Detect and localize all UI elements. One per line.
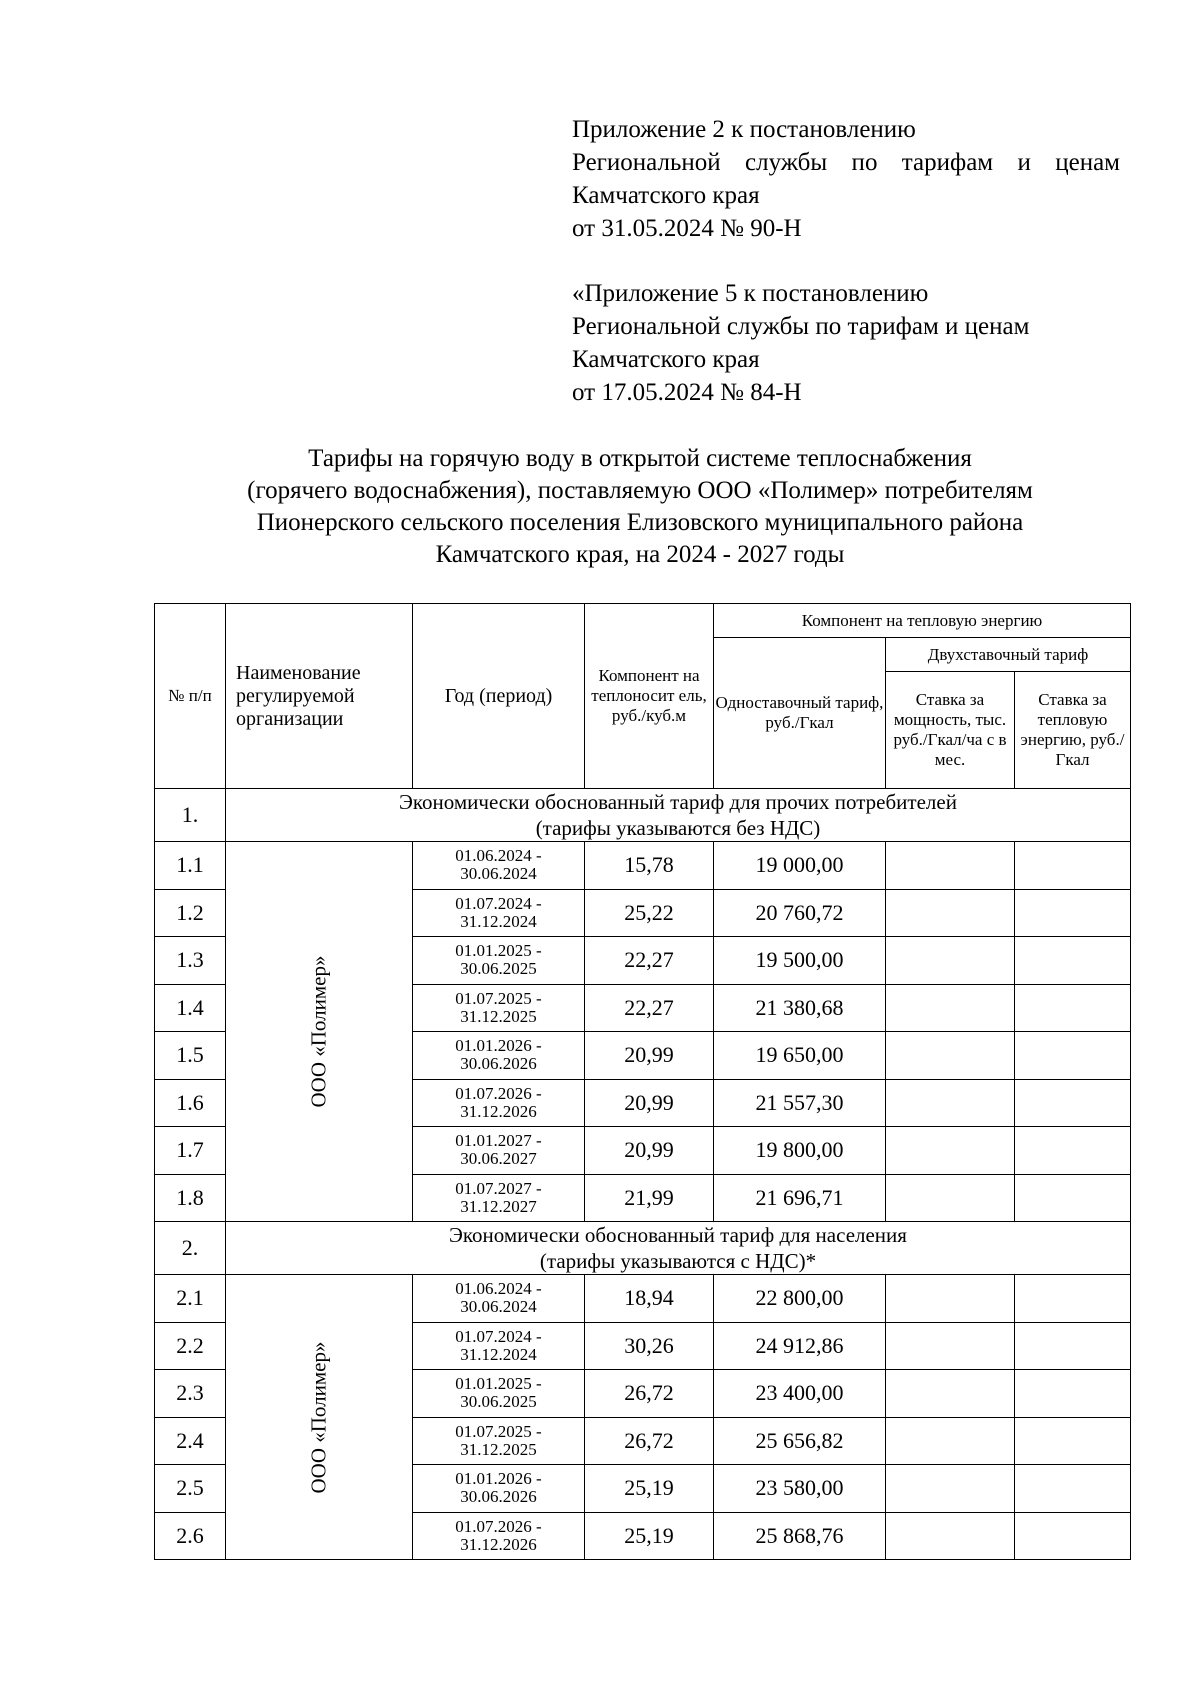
period-start: 01.01.2026 - <box>455 1469 542 1489</box>
row-number: 2.1 <box>155 1275 226 1323</box>
tariff-table <box>154 603 1131 1560</box>
capacity-rate-value <box>886 1465 1015 1513</box>
appendix-quote <box>572 277 1120 409</box>
row-number: 2.3 <box>155 1370 226 1418</box>
section-number: 1. <box>155 789 226 842</box>
period-end: 31.12.2026 <box>460 1534 537 1554</box>
capacity-rate-value <box>886 1127 1015 1175</box>
period-cell <box>413 1032 585 1080</box>
period-cell <box>413 1370 585 1418</box>
energy-rate-value <box>1015 1174 1131 1222</box>
title-line: Пионерского сельского поселения Елизовского муниципального района <box>256 509 1024 536</box>
period-start: 01.07.2024 - <box>455 1326 542 1346</box>
row-number: 1.2 <box>155 889 226 937</box>
capacity-rate-value <box>886 984 1015 1032</box>
table-row <box>155 1275 1131 1323</box>
energy-rate-value <box>1015 1275 1131 1323</box>
period-end: 31.12.2027 <box>460 1196 537 1216</box>
single-rate-value: 19 800,00 <box>714 1127 886 1175</box>
period-end: 31.12.2026 <box>460 1101 537 1121</box>
energy-rate-value <box>1015 937 1131 985</box>
capacity-rate-value <box>886 889 1015 937</box>
header-org: Наименование регулируемой организации <box>226 604 413 789</box>
period-cell <box>413 1417 585 1465</box>
carrier-value: 25,19 <box>585 1512 714 1560</box>
single-rate-value: 23 400,00 <box>714 1370 886 1418</box>
single-rate-value: 21 380,68 <box>714 984 886 1032</box>
period-cell <box>413 1174 585 1222</box>
period-end: 31.12.2024 <box>460 911 537 931</box>
appendix-line: Приложение 2 к постановлению <box>572 116 916 143</box>
period-cell <box>413 1465 585 1513</box>
carrier-value: 18,94 <box>585 1275 714 1323</box>
capacity-rate-value <box>886 1174 1015 1222</box>
period-end: 30.06.2025 <box>460 1392 537 1412</box>
appendix-line: от 31.05.2024 № 90-Н <box>572 215 802 242</box>
period-cell <box>413 1127 585 1175</box>
table-body <box>155 789 1131 1560</box>
period-start: 01.07.2025 - <box>455 988 542 1008</box>
table-row <box>155 842 1131 890</box>
org-name-cell <box>226 842 413 1222</box>
row-number: 1.7 <box>155 1127 226 1175</box>
capacity-rate-value <box>886 1322 1015 1370</box>
appendix-line: «Приложение 5 к постановлению <box>572 280 929 307</box>
energy-rate-value <box>1015 984 1131 1032</box>
row-number: 2.5 <box>155 1465 226 1513</box>
org-name: ООО «Полимер» <box>306 955 331 1108</box>
header-num: № п/п <box>155 604 226 789</box>
period-start: 01.06.2024 - <box>455 1279 542 1299</box>
period-end: 30.06.2024 <box>460 1297 537 1317</box>
section-title-line: (тарифы указываются с НДС)* <box>539 1249 817 1273</box>
period-start: 01.07.2025 - <box>455 1421 542 1441</box>
carrier-value: 20,99 <box>585 1032 714 1080</box>
energy-rate-value <box>1015 1079 1131 1127</box>
energy-rate-value <box>1015 1417 1131 1465</box>
section-row <box>155 1222 1131 1275</box>
single-rate-value: 19 650,00 <box>714 1032 886 1080</box>
capacity-rate-value <box>886 1417 1015 1465</box>
energy-rate-value <box>1015 842 1131 890</box>
header-period: Год (период) <box>413 604 585 789</box>
carrier-value: 22,27 <box>585 984 714 1032</box>
period-cell <box>413 1079 585 1127</box>
section-row <box>155 789 1131 842</box>
capacity-rate-value <box>886 1512 1015 1560</box>
row-number: 1.3 <box>155 937 226 985</box>
row-number: 2.2 <box>155 1322 226 1370</box>
appendix-line: Региональной службы по тарифам и ценам <box>572 313 1030 340</box>
period-start: 01.01.2027 - <box>455 1131 542 1151</box>
appendix-line: Камчатского края <box>572 346 760 373</box>
header-carrier: Компонент на теплоносит ель, руб./куб.м <box>585 604 714 789</box>
carrier-value: 25,19 <box>585 1465 714 1513</box>
org-name-cell <box>226 1275 413 1560</box>
period-cell <box>413 937 585 985</box>
carrier-value: 21,99 <box>585 1174 714 1222</box>
energy-rate-value <box>1015 889 1131 937</box>
energy-rate-value <box>1015 1127 1131 1175</box>
row-number: 2.6 <box>155 1512 226 1560</box>
capacity-rate-value <box>886 1079 1015 1127</box>
appendix-line: Камчатского края <box>572 182 760 209</box>
period-end: 31.12.2024 <box>460 1344 537 1364</box>
period-end: 30.06.2027 <box>460 1149 537 1169</box>
carrier-value: 20,99 <box>585 1079 714 1127</box>
row-number: 1.8 <box>155 1174 226 1222</box>
table-header <box>155 604 1131 789</box>
energy-rate-value <box>1015 1322 1131 1370</box>
row-number: 2.4 <box>155 1417 226 1465</box>
period-start: 01.06.2024 - <box>455 846 542 866</box>
section-title <box>226 1222 1131 1275</box>
period-end: 30.06.2026 <box>460 1054 537 1074</box>
carrier-value: 26,72 <box>585 1370 714 1418</box>
capacity-rate-value <box>886 842 1015 890</box>
single-rate-value: 19 500,00 <box>714 937 886 985</box>
single-rate-value: 21 557,30 <box>714 1079 886 1127</box>
row-number: 1.6 <box>155 1079 226 1127</box>
period-cell <box>413 842 585 890</box>
single-rate-value: 24 912,86 <box>714 1322 886 1370</box>
section-number: 2. <box>155 1222 226 1275</box>
document-title <box>140 443 1140 571</box>
header-energy-rate: Ставка за тепловую энергию, руб./Гкал <box>1015 672 1131 789</box>
energy-rate-value <box>1015 1465 1131 1513</box>
single-rate-value: 20 760,72 <box>714 889 886 937</box>
header-capacity-rate: Ставка за мощность, тыс. руб./Гкал/ча с в мес. <box>886 672 1015 789</box>
title-line: Тарифы на горячую воду в открытой системе теплоснабжения <box>308 445 972 472</box>
row-number: 1.1 <box>155 842 226 890</box>
appendix-line: Региональной службы по тарифам и ценам <box>572 149 1120 176</box>
period-start: 01.07.2026 - <box>455 1516 542 1536</box>
period-cell <box>413 889 585 937</box>
capacity-rate-value <box>886 1370 1015 1418</box>
capacity-rate-value <box>886 1275 1015 1323</box>
carrier-value: 22,27 <box>585 937 714 985</box>
period-start: 01.01.2026 - <box>455 1036 542 1056</box>
appendix-header <box>572 113 1120 245</box>
single-rate-value: 25 656,82 <box>714 1417 886 1465</box>
carrier-value: 20,99 <box>585 1127 714 1175</box>
header-heat-group: Компонент на тепловую энергию <box>714 604 1131 638</box>
carrier-value: 25,22 <box>585 889 714 937</box>
section-title <box>226 789 1131 842</box>
energy-rate-value <box>1015 1032 1131 1080</box>
carrier-value: 15,78 <box>585 842 714 890</box>
period-end: 31.12.2025 <box>460 1006 537 1026</box>
header-two-rate: Двухставочный тариф <box>886 638 1131 672</box>
title-line: (горячего водоснабжения), поставляемую ООО «Полимер» потребителям <box>247 477 1033 504</box>
single-rate-value: 22 800,00 <box>714 1275 886 1323</box>
period-end: 30.06.2025 <box>460 959 537 979</box>
single-rate-value: 21 696,71 <box>714 1174 886 1222</box>
period-start: 01.07.2026 - <box>455 1083 542 1103</box>
energy-rate-value <box>1015 1512 1131 1560</box>
energy-rate-value <box>1015 1370 1131 1418</box>
section-title-line: (тарифы указываются без НДС) <box>535 816 821 840</box>
period-end: 30.06.2024 <box>460 864 537 884</box>
appendix-line: от 17.05.2024 № 84-Н <box>572 379 802 406</box>
section-title-line: Экономически обоснованный тариф для прочих потребителей <box>399 790 957 814</box>
period-end: 30.06.2026 <box>460 1487 537 1507</box>
section-title-line: Экономически обоснованный тариф для населения <box>449 1223 907 1247</box>
single-rate-value: 19 000,00 <box>714 842 886 890</box>
capacity-rate-value <box>886 1032 1015 1080</box>
period-cell <box>413 1275 585 1323</box>
period-start: 01.01.2025 - <box>455 1374 542 1394</box>
capacity-rate-value <box>886 937 1015 985</box>
title-line: Камчатского края, на 2024 - 2027 годы <box>435 541 845 568</box>
header-single-rate: Одноставочный тариф, руб./Гкал <box>714 638 886 789</box>
period-cell <box>413 1512 585 1560</box>
period-start: 01.01.2025 - <box>455 941 542 961</box>
period-end: 31.12.2025 <box>460 1439 537 1459</box>
org-name: ООО «Полимер» <box>306 1341 331 1493</box>
single-rate-value: 25 868,76 <box>714 1512 886 1560</box>
period-cell <box>413 984 585 1032</box>
carrier-value: 30,26 <box>585 1322 714 1370</box>
row-number: 1.5 <box>155 1032 226 1080</box>
single-rate-value: 23 580,00 <box>714 1465 886 1513</box>
period-start: 01.07.2024 - <box>455 893 542 913</box>
carrier-value: 26,72 <box>585 1417 714 1465</box>
period-cell <box>413 1322 585 1370</box>
period-start: 01.07.2027 - <box>455 1178 542 1198</box>
row-number: 1.4 <box>155 984 226 1032</box>
